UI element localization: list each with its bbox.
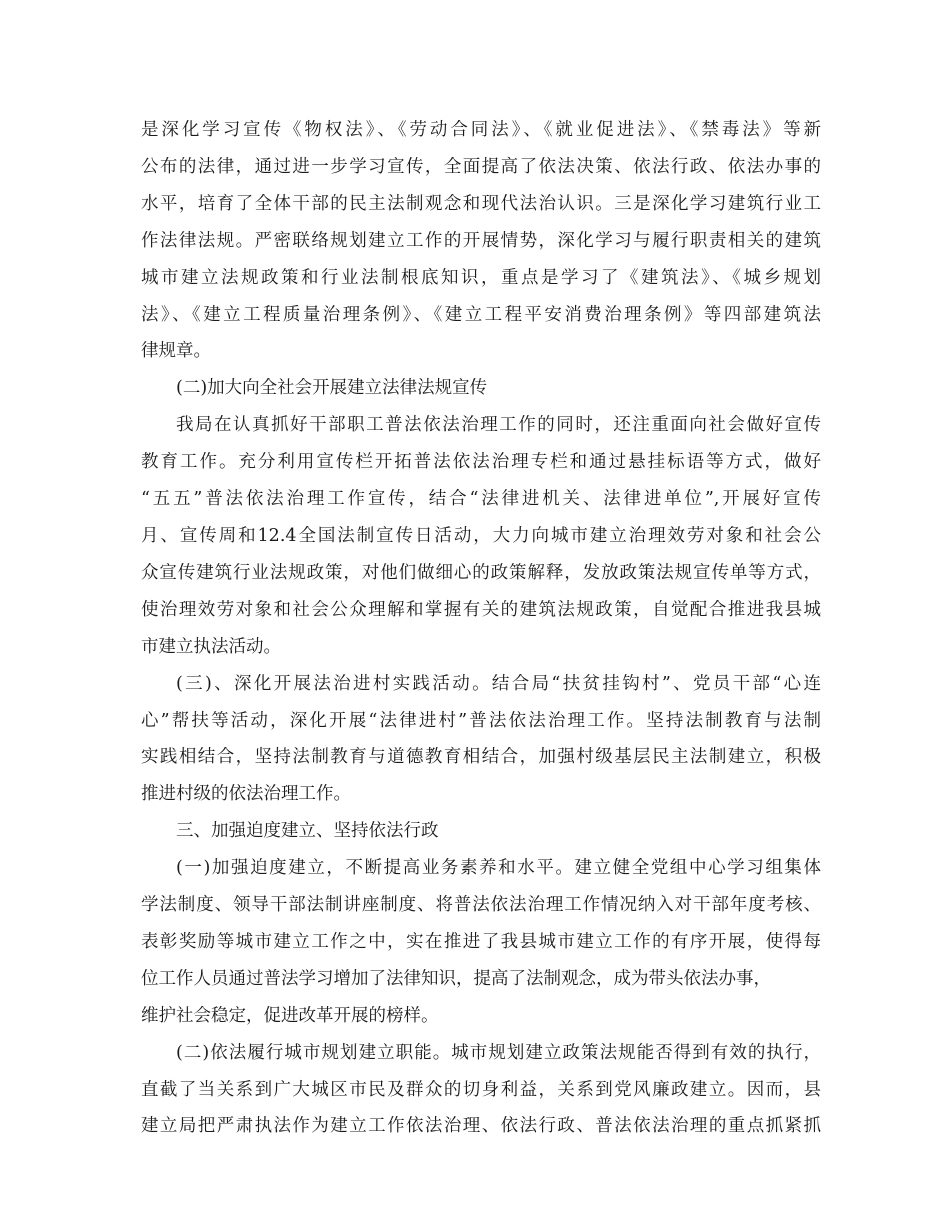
text-line: 学法制度、领导干部法制讲座制度、将普法依法治理工作情况纳入对干部年度考核、 xyxy=(141,895,821,916)
text-line: (三)、深化开展法治进村实践活动。结合局“扶贫挂钩村”、党员干部“心连 xyxy=(176,673,821,694)
paragraph-6 xyxy=(141,850,821,1035)
paragraph-1 xyxy=(141,112,821,370)
text-line: 建立局把严肃执法作为建立工作依法治理、依法行政、普法依法治理的重点抓紧抓 xyxy=(141,1116,821,1137)
paragraph-7 xyxy=(141,1035,821,1146)
text-line: 位工作人员通过普法学习增加了法律知识，提高了法制观念，成为带头依法办事， xyxy=(141,968,771,989)
text-line: 市建立执法活动。 xyxy=(141,636,281,657)
paragraph-4 xyxy=(141,666,821,814)
text-line: 教育工作。充分利用宣传栏开拓普法依法治理专栏和通过悬挂标语等方式，做好 xyxy=(141,452,821,473)
text-line: 作法律法规。严密联络规划建立工作的开展情势，深化学习与履行职责相关的建筑 xyxy=(141,230,821,251)
text-line: (二)加大向全社会开展建立法律法规宣传 xyxy=(176,378,488,399)
text-line: (一)加强迫度建立，不断提高业务素养和水平。建立健全党组中心学习组集体 xyxy=(176,858,821,879)
text-line: 推进村级的依法治理工作。 xyxy=(141,784,351,805)
text-line: 实践相结合，坚持法制教育与道德教育相结合，加强村级基层民主法制建立，积极 xyxy=(141,747,821,768)
text-line: (二)依法履行城市规划建立职能。城市规划建立政策法规能否得到有效的执行， xyxy=(176,1042,821,1063)
text-line: 我局在认真抓好干部职工普法依法治理工作的同时，还注重面向社会做好宣传 xyxy=(176,415,821,436)
text-line: 城市建立法规政策和行业法制根底知识，重点是学习了《建筑法》、《城乡规划 xyxy=(141,267,821,288)
text-line: 心”帮扶等活动，深化开展“法律进村”普法依法治理工作。坚持法制教育与法制 xyxy=(141,710,821,731)
text-line: 表彰奖励等城市建立工作之中，实在推进了我县城市建立工作的有序开展，使得每 xyxy=(141,931,821,952)
text-line: 使治理效劳对象和社会公众理解和掌握有关的建筑法规政策，自觉配合推进我县城 xyxy=(141,599,821,620)
paragraph-3 xyxy=(141,407,821,665)
text-line: 月、宣传周和12.4全国法制宣传日活动，大力向城市建立治理效劳对象和社会公 xyxy=(141,525,821,546)
text-line: 维护社会稳定，促进改革开展的榜样。 xyxy=(141,1005,439,1026)
section-heading-2 xyxy=(141,370,821,407)
text-line: 直截了当关系到广大城区市民及群众的切身利益，关系到党风廉政建立。因而，县 xyxy=(141,1079,821,1100)
text-line: 是深化学习宣传《物权法》、《劳动合同法》、《就业促进法》、《禁毒法》等新 xyxy=(141,120,821,140)
text-line: 律规章。 xyxy=(141,341,211,362)
section-heading-5 xyxy=(141,813,821,850)
text-line: 法》、《建立工程质量治理条例》、《建立工程平安消费治理条例》等四部建筑法 xyxy=(141,304,821,325)
text-line: 公布的法律，通过进一步学习宣传，全面提高了依法决策、依法行政、依法办事的 xyxy=(141,156,821,177)
text-line: 众宣传建筑行业法规政策，对他们做细心的政策解释，发放政策法规宣传单等方式， xyxy=(141,562,821,583)
text-line: 三、加强迫度建立、坚持依法行政 xyxy=(176,821,439,842)
text-line: “五五”普法依法治理工作宣传，结合“法律进机关、法律进单位”,开展好宣传 xyxy=(141,489,821,510)
text-line: 水平，培育了全体干部的民主法制观念和现代法治认识。三是深化学习建筑行业工 xyxy=(141,193,821,214)
document-body xyxy=(141,112,821,1145)
